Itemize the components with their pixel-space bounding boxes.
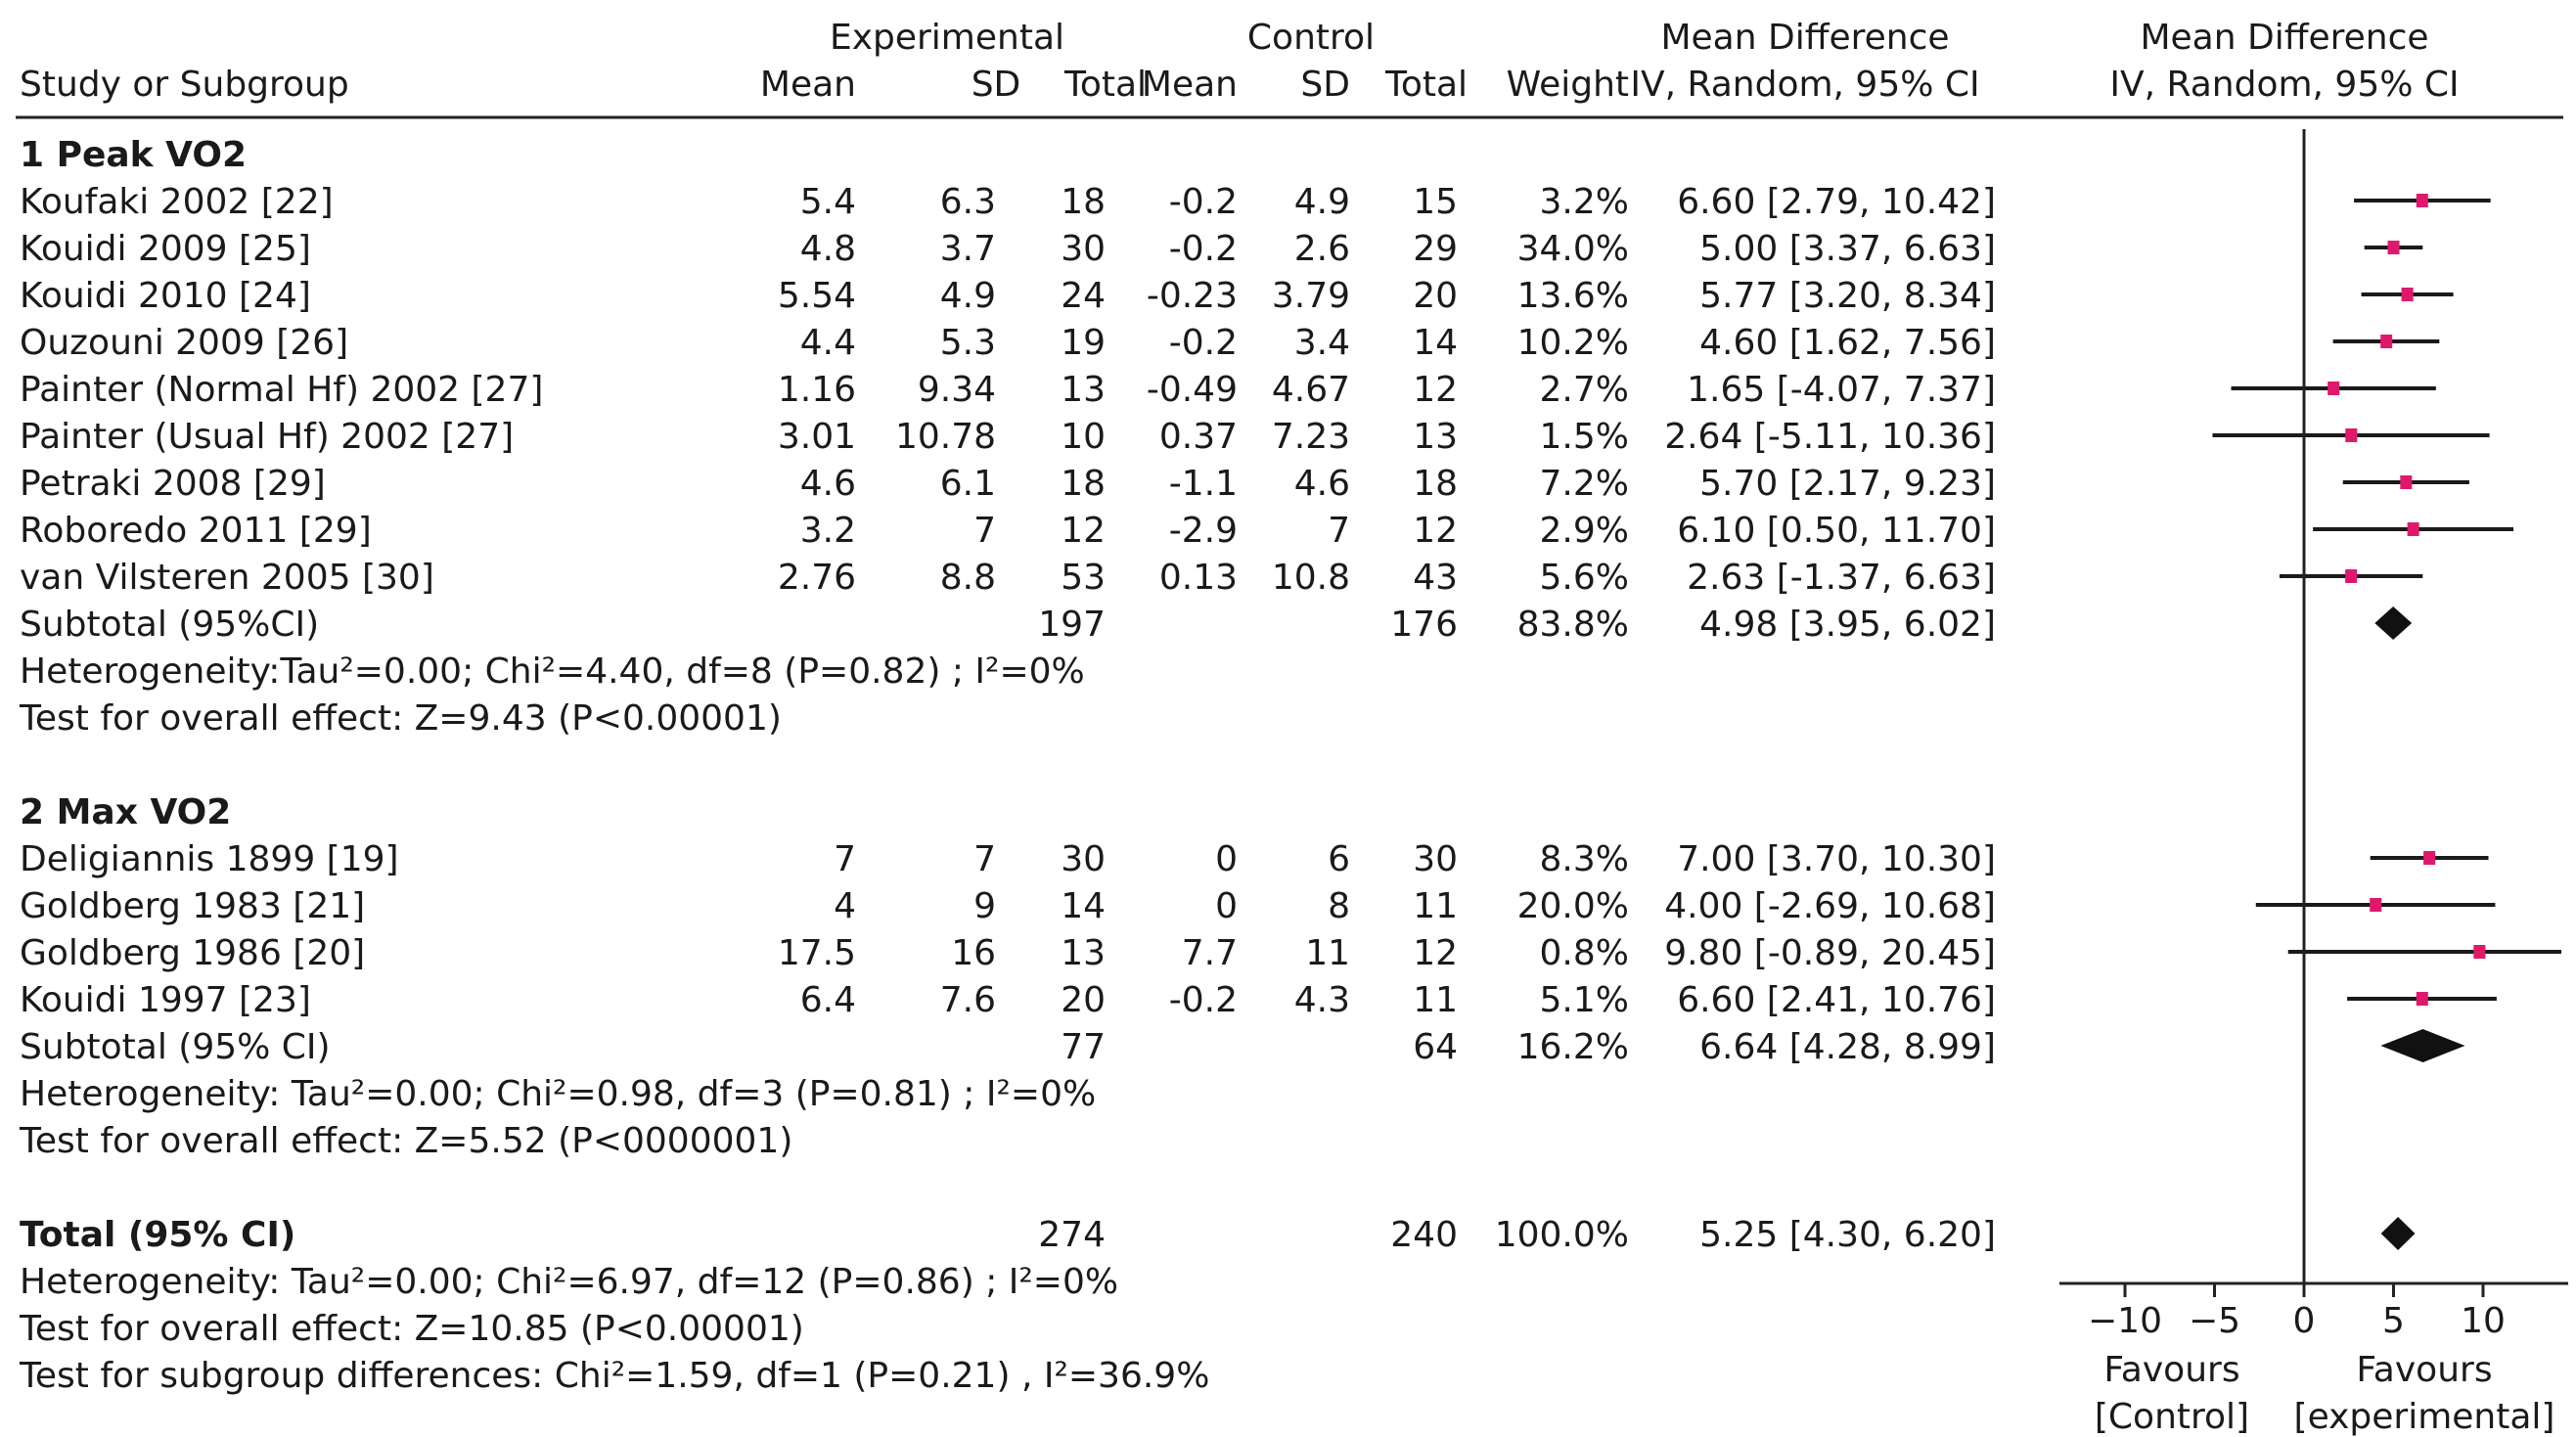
g1-study-0-ctl-sd: 6: [1328, 839, 1350, 879]
g0-study-7-exp-mean: 3.2: [799, 511, 856, 551]
footer-line-0: Heterogeneity: Tau²=0.00; Chi²=6.97, df=12 (P=0.86) ; I²=0%: [20, 1262, 1119, 1302]
g0-study-5-point: [2345, 428, 2357, 442]
group-0-subtotal-weight: 83.8%: [1516, 605, 1629, 645]
plot-header-method: IV, Random, 95% CI: [2109, 65, 2460, 105]
g0-study-7-ctl-sd: 7: [1328, 511, 1350, 551]
g0-study-6-ctl-sd: 4.6: [1293, 464, 1350, 504]
g0-study-6-exp-total: 18: [1061, 464, 1106, 504]
g0-study-0-ctl-sd: 4.9: [1293, 182, 1350, 222]
g1-study-3-ctl-mean: -0.2: [1168, 980, 1238, 1020]
g0-study-8-ctl-mean: 0.13: [1158, 558, 1238, 598]
g0-study-4-exp-mean: 1.16: [777, 370, 856, 410]
g0-study-5-ctl-mean: 0.37: [1158, 417, 1238, 457]
g1-study-3-exp-sd: 7.6: [939, 980, 996, 1020]
g1-study-2-ctl-sd: 11: [1305, 933, 1350, 973]
g0-study-1-weight: 34.0%: [1516, 229, 1629, 269]
g0-study-3-ctl-mean: -0.2: [1168, 323, 1238, 363]
g0-study-1-point: [2388, 241, 2400, 254]
g0-study-6-exp-mean: 4.6: [799, 464, 856, 504]
group-1-overall-effect: Test for overall effect: Z=5.52 (P<0000001): [20, 1121, 793, 1161]
favours-left-line1: Favours: [2103, 1350, 2240, 1390]
g1-study-3-ci-text: 6.60 [2.41, 10.76]: [1677, 980, 1996, 1020]
x-tick-label-0: −10: [2088, 1301, 2162, 1341]
g0-study-8-exp-total: 53: [1061, 558, 1106, 598]
g0-study-6-ci-text: 5.70 [2.17, 9.23]: [1699, 464, 1996, 504]
g1-study-0-exp-mean: 7: [834, 839, 856, 879]
g0-study-5-ctl-total: 13: [1413, 417, 1458, 457]
md-header-method: IV, Random, 95% CI: [1630, 65, 1980, 105]
control-header: Control: [1246, 18, 1376, 58]
g1-study-3-ctl-sd: 4.3: [1293, 980, 1350, 1020]
g1-study-3-ctl-total: 11: [1413, 980, 1458, 1020]
exp-mean-header: Mean: [759, 65, 856, 105]
g1-study-0-ctl-mean: 0: [1215, 839, 1238, 879]
g1-study-2-ctl-mean: 7.7: [1181, 933, 1238, 973]
g0-study-4-weight: 2.7%: [1539, 370, 1629, 410]
group-0-heterogeneity: Heterogeneity:Tau²=0.00; Chi²=4.40, df=8 (P=0.82) ; I²=0%: [20, 651, 1085, 692]
g0-study-7-ctl-mean: -2.9: [1168, 511, 1238, 551]
g0-study-2-weight: 13.6%: [1516, 276, 1629, 316]
g0-study-3-weight: 10.2%: [1516, 323, 1629, 363]
g0-study-4-point: [2327, 382, 2339, 395]
g0-study-7-exp-sd: 7: [973, 511, 996, 551]
g0-study-0-weight: 3.2%: [1539, 182, 1629, 222]
g1-study-3-weight: 5.1%: [1539, 980, 1629, 1020]
g0-study-2-ci-text: 5.77 [3.20, 8.34]: [1699, 276, 1996, 316]
favours-right-line1: Favours: [2356, 1350, 2493, 1390]
group-1-subtotal-ci-text: 6.64 [4.28, 8.99]: [1699, 1027, 1996, 1067]
g0-study-0-ctl-total: 15: [1413, 182, 1458, 222]
g0-study-7-exp-total: 12: [1061, 511, 1106, 551]
g0-study-1-exp-total: 30: [1061, 229, 1106, 269]
g0-study-0-ctl-mean: -0.2: [1168, 182, 1238, 222]
g0-study-5-ctl-sd: 7.23: [1271, 417, 1350, 457]
g0-study-8-name: van Vilsteren 2005 [30]: [20, 558, 434, 598]
g0-study-3-point: [2380, 335, 2392, 348]
g1-study-2-point: [2473, 945, 2485, 959]
g0-study-1-ctl-sd: 2.6: [1293, 229, 1350, 269]
group-0-subtotal-diamond: [2374, 606, 2412, 640]
g1-study-3-exp-total: 20: [1061, 980, 1106, 1020]
g0-study-2-exp-sd: 4.9: [939, 276, 996, 316]
g0-study-8-weight: 5.6%: [1539, 558, 1629, 598]
total-ci-text: 5.25 [4.30, 6.20]: [1699, 1215, 1996, 1255]
g0-study-7-ctl-total: 12: [1413, 511, 1458, 551]
g1-study-1-ctl-mean: 0: [1215, 886, 1238, 926]
g1-study-1-exp-mean: 4: [834, 886, 856, 926]
g0-study-3-ctl-total: 14: [1413, 323, 1458, 363]
g0-study-5-weight: 1.5%: [1539, 417, 1629, 457]
g1-study-1-point: [2370, 898, 2381, 912]
group-1-title: 2 Max VO2: [20, 792, 232, 832]
g1-study-3-name: Kouidi 1997 [23]: [20, 980, 311, 1020]
experimental-header: Experimental: [829, 18, 1065, 58]
md-header-title: Mean Difference: [1660, 18, 1950, 58]
g0-study-2-ctl-sd: 3.79: [1271, 276, 1350, 316]
g0-study-0-point: [2417, 194, 2428, 207]
g0-study-8-point: [2345, 569, 2357, 583]
x-tick-label-1: −5: [2188, 1301, 2241, 1341]
g1-study-0-name: Deligiannis 1899 [19]: [20, 839, 399, 879]
footer-line-1: Test for overall effect: Z=10.85 (P<0.00001): [20, 1309, 804, 1349]
exp-total-header: Total: [1063, 65, 1148, 105]
g0-study-3-name: Ouzouni 2009 [26]: [20, 323, 349, 363]
g0-study-7-weight: 2.9%: [1539, 511, 1629, 551]
g1-study-0-weight: 8.3%: [1539, 839, 1629, 879]
group-1-subtotal-diamond: [2380, 1029, 2464, 1062]
g0-study-3-exp-sd: 5.3: [939, 323, 996, 363]
g1-study-0-point: [2423, 851, 2435, 865]
plot-header-title: Mean Difference: [2140, 18, 2429, 58]
plot-layer: [2059, 129, 2568, 1437]
g0-study-1-ctl-total: 29: [1413, 229, 1458, 269]
g0-study-0-name: Koufaki 2002 [22]: [20, 182, 334, 222]
g0-study-0-exp-sd: 6.3: [939, 182, 996, 222]
g0-study-3-ctl-sd: 3.4: [1293, 323, 1350, 363]
g0-study-8-exp-mean: 2.76: [777, 558, 856, 598]
exp-sd-header: SD: [971, 65, 1021, 105]
g0-study-4-exp-total: 13: [1061, 370, 1106, 410]
group-0-subtotal-exp-total: 197: [1038, 605, 1106, 645]
g1-study-0-ci-text: 7.00 [3.70, 10.30]: [1677, 839, 1996, 879]
g1-study-2-name: Goldberg 1986 [20]: [20, 933, 366, 973]
x-tick-label-4: 10: [2461, 1301, 2506, 1341]
g0-study-4-ctl-sd: 4.67: [1271, 370, 1350, 410]
g1-study-1-ctl-total: 11: [1413, 886, 1458, 926]
group-0-subtotal-ci-text: 4.98 [3.95, 6.02]: [1699, 605, 1996, 645]
g0-study-7-point: [2408, 522, 2419, 536]
g0-study-5-ci-text: 2.64 [-5.11, 10.36]: [1664, 417, 1996, 457]
g0-study-5-exp-mean: 3.01: [777, 417, 856, 457]
g0-study-2-point: [2402, 288, 2414, 301]
weight-header: Weight: [1506, 65, 1629, 105]
group-1-subtotal-exp-total: 77: [1061, 1027, 1106, 1067]
g0-study-6-exp-sd: 6.1: [939, 464, 996, 504]
g0-study-1-name: Kouidi 2009 [25]: [20, 229, 311, 269]
x-tick-label-2: 0: [2292, 1301, 2316, 1341]
g1-study-1-exp-sd: 9: [973, 886, 996, 926]
total-ctl-total: 240: [1390, 1215, 1458, 1255]
g1-study-0-ctl-total: 30: [1413, 839, 1458, 879]
g0-study-7-name: Roboredo 2011 [29]: [20, 511, 372, 551]
table-layer: [16, 18, 2563, 1396]
g0-study-3-exp-total: 19: [1061, 323, 1106, 363]
g1-study-3-exp-mean: 6.4: [799, 980, 856, 1020]
group-0-overall-effect: Test for overall effect: Z=9.43 (P<0.00001): [20, 698, 782, 739]
g0-study-2-name: Kouidi 2010 [24]: [20, 276, 311, 316]
g0-study-6-point: [2400, 475, 2412, 489]
group-0-title: 1 Peak VO2: [20, 135, 248, 175]
g1-study-1-weight: 20.0%: [1516, 886, 1629, 926]
g1-study-2-ctl-total: 12: [1413, 933, 1458, 973]
g1-study-2-weight: 0.8%: [1539, 933, 1629, 973]
g0-study-1-exp-sd: 3.7: [939, 229, 996, 269]
g1-study-2-exp-total: 13: [1061, 933, 1106, 973]
g0-study-6-ctl-total: 18: [1413, 464, 1458, 504]
g1-study-2-exp-sd: 16: [951, 933, 996, 973]
g0-study-6-weight: 7.2%: [1539, 464, 1629, 504]
g1-study-1-exp-total: 14: [1061, 886, 1106, 926]
g0-study-5-exp-sd: 10.78: [894, 417, 996, 457]
total-weight: 100.0%: [1494, 1215, 1629, 1255]
g0-study-1-ci-text: 5.00 [3.37, 6.63]: [1699, 229, 1996, 269]
study-column-header: Study or Subgroup: [20, 65, 349, 105]
g0-study-3-exp-mean: 4.4: [799, 323, 856, 363]
g1-study-1-ci-text: 4.00 [-2.69, 10.68]: [1664, 886, 1996, 926]
total-label: Total (95% CI): [20, 1215, 296, 1255]
group-0-subtotal-ctl-total: 176: [1390, 605, 1458, 645]
footer-line-2: Test for subgroup differences: Chi²=1.59, df=1 (P=0.21) , I²=36.9%: [20, 1356, 1210, 1396]
group-1-subtotal-label: Subtotal (95% CI): [20, 1027, 331, 1067]
g0-study-2-ctl-mean: -0.23: [1146, 276, 1238, 316]
total-exp-total: 274: [1038, 1215, 1106, 1255]
g0-study-2-ctl-total: 20: [1413, 276, 1458, 316]
g0-study-2-exp-mean: 5.54: [777, 276, 856, 316]
group-1-subtotal-weight: 16.2%: [1516, 1027, 1629, 1067]
favours-left-line2: [Control]: [2094, 1397, 2250, 1437]
g0-study-1-exp-mean: 4.8: [799, 229, 856, 269]
g0-study-5-name: Painter (Usual Hf) 2002 [27]: [20, 417, 515, 457]
g1-study-3-point: [2417, 992, 2428, 1006]
g0-study-8-ctl-total: 43: [1413, 558, 1458, 598]
g0-study-8-ctl-sd: 10.8: [1271, 558, 1350, 598]
g0-study-6-ctl-mean: -1.1: [1168, 464, 1238, 504]
g1-study-0-exp-total: 30: [1061, 839, 1106, 879]
favours-right-line2: [experimental]: [2293, 1397, 2555, 1437]
g0-study-4-ctl-mean: -0.49: [1146, 370, 1238, 410]
ctl-mean-header: Mean: [1141, 65, 1238, 105]
g1-study-0-exp-sd: 7: [973, 839, 996, 879]
g0-study-3-ci-text: 4.60 [1.62, 7.56]: [1699, 323, 1996, 363]
g0-study-0-ci-text: 6.60 [2.79, 10.42]: [1677, 182, 1996, 222]
ctl-sd-header: SD: [1300, 65, 1350, 105]
g0-study-6-name: Petraki 2008 [29]: [20, 464, 326, 504]
g0-study-0-exp-total: 18: [1061, 182, 1106, 222]
g0-study-4-name: Painter (Normal Hf) 2002 [27]: [20, 370, 544, 410]
g0-study-8-ci-text: 2.63 [-1.37, 6.63]: [1687, 558, 1996, 598]
g1-study-1-ctl-sd: 8: [1328, 886, 1350, 926]
group-0-subtotal-label: Subtotal (95%CI): [20, 605, 320, 645]
g0-study-1-ctl-mean: -0.2: [1168, 229, 1238, 269]
g0-study-0-exp-mean: 5.4: [799, 182, 856, 222]
ctl-total-header: Total: [1384, 65, 1469, 105]
total-diamond: [2381, 1217, 2416, 1250]
g0-study-8-exp-sd: 8.8: [939, 558, 996, 598]
x-tick-label-3: 5: [2382, 1301, 2405, 1341]
g1-study-2-exp-mean: 17.5: [777, 933, 856, 973]
g0-study-5-exp-total: 10: [1061, 417, 1106, 457]
g1-study-1-name: Goldberg 1983 [21]: [20, 886, 366, 926]
g1-study-2-ci-text: 9.80 [-0.89, 20.45]: [1664, 933, 1996, 973]
group-1-subtotal-ctl-total: 64: [1413, 1027, 1458, 1067]
g0-study-4-ctl-total: 12: [1413, 370, 1458, 410]
g0-study-7-ci-text: 6.10 [0.50, 11.70]: [1677, 511, 1996, 551]
group-1-heterogeneity: Heterogeneity: Tau²=0.00; Chi²=0.98, df=3 (P=0.81) ; I²=0%: [20, 1074, 1097, 1114]
g0-study-4-ci-text: 1.65 [-4.07, 7.37]: [1687, 370, 1996, 410]
g0-study-2-exp-total: 24: [1061, 276, 1106, 316]
g0-study-4-exp-sd: 9.34: [917, 370, 996, 410]
